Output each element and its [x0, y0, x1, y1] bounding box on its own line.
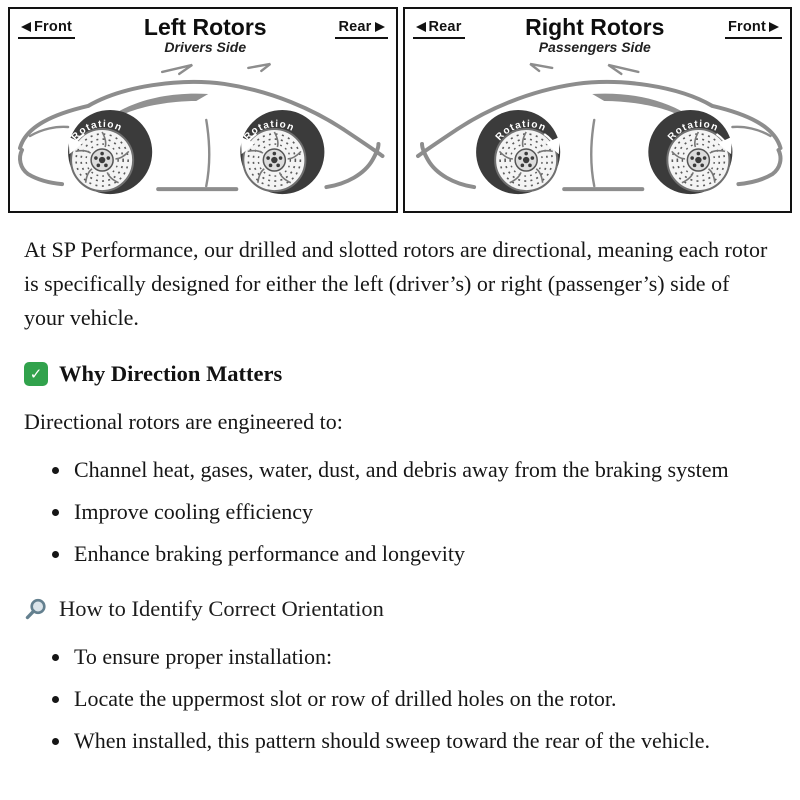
direction-label-text: Rear — [428, 19, 462, 35]
panel-title: Left Rotors — [143, 14, 267, 40]
check-glyph: ✓ — [29, 364, 43, 383]
direction-label-front — [18, 18, 75, 39]
direction-label-front — [725, 18, 782, 39]
direction-label-text: Front — [727, 19, 766, 35]
benefits-list — [24, 453, 770, 570]
list-item: • Channel heat, gases, water, dust, and debris away from the braking system — [72, 453, 770, 486]
article — [0, 213, 800, 789]
right-arrow-icon — [769, 22, 779, 32]
panel-subtitle: Passengers Side — [538, 39, 651, 56]
list-item: • To ensure proper installation: — [72, 640, 770, 673]
section-heading-identify-orientation — [24, 596, 770, 622]
left-panel-header — [10, 9, 396, 55]
rotation-label: Rotation — [493, 119, 548, 144]
left-arrow-icon — [416, 22, 426, 32]
check-icon — [24, 362, 48, 386]
lead-paragraph: Directional rotors are engineered to: — [24, 409, 343, 435]
list-item: • Locate the uppermost slot or row of drilled holes on the rotor. — [72, 682, 770, 715]
panel-title: Right Rotors — [525, 14, 665, 40]
magnifier-icon — [24, 597, 48, 621]
intro-paragraph: At SP Performance, our drilled and slotted rotors are directional, meaning each rotor is specifically designed for either the left (driver’s) or right (passenger’s) side of your vehicle. — [24, 237, 768, 331]
rotor-direction-diagram — [0, 0, 800, 213]
panel-title-block — [465, 15, 725, 55]
section-heading-why-direction-matters — [24, 361, 770, 387]
left-arrow-icon — [21, 22, 31, 32]
rotation-label: Rotation — [665, 119, 720, 144]
direction-label-rear — [335, 18, 387, 39]
left-rotors-panel — [8, 7, 398, 213]
direction-label-text: Rear — [338, 19, 372, 35]
rotation-label: Rotation — [69, 119, 125, 144]
list-item: • Enhance braking performance and longevity — [72, 537, 770, 570]
right-panel-header — [405, 9, 791, 55]
rotation-label: Rotation — [241, 119, 297, 144]
car-illustration-passengers-side — [405, 55, 791, 209]
car-illustration-drivers-side — [10, 55, 396, 209]
panel-subtitle: Drivers Side — [164, 39, 247, 56]
right-arrow-icon — [375, 22, 385, 32]
direction-label-text: Front — [34, 19, 73, 35]
list-item: • Improve cooling efficiency — [72, 495, 770, 528]
section-heading-text: How to Identify Correct Orientation — [59, 596, 384, 622]
direction-label-rear — [413, 18, 465, 39]
list-item: • When installed, this pattern should sweep toward the rear of the vehicle. — [72, 724, 770, 757]
panel-title-block — [75, 15, 335, 55]
section-heading-text: Why Direction Matters — [59, 361, 283, 387]
right-rotors-panel — [403, 7, 793, 213]
orientation-list — [24, 640, 770, 757]
